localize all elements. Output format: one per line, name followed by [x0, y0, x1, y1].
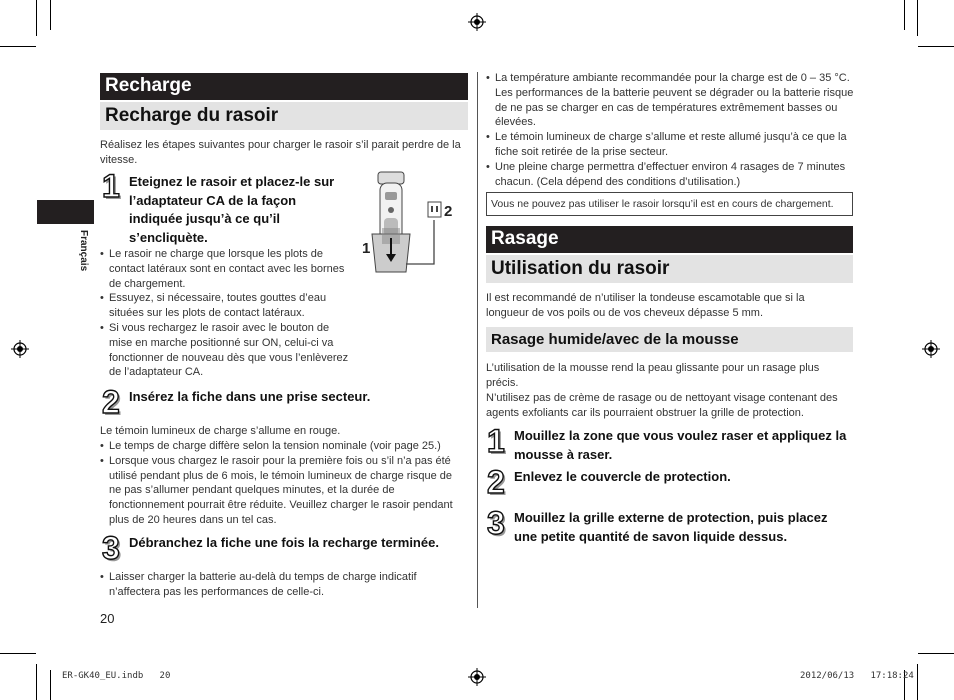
crop-mark [917, 0, 918, 36]
note-box: Vous ne pouvez pas utiliser le rasoir lorsqu’il est en cours de chargement. [486, 192, 853, 216]
step-number: 1 [102, 168, 120, 204]
step2-bullets [100, 439, 462, 528]
language-tab [37, 200, 94, 224]
step1-bullets [100, 247, 355, 380]
page-number: 20 [100, 611, 115, 626]
figure-label-2: 2 [444, 203, 453, 220]
crop-mark [50, 670, 51, 700]
step-text: Débranchez la fiche une fois la recharge terminée. [129, 535, 439, 550]
crop-mark [0, 46, 36, 47]
subsubsection-title-mousse: Rasage humide/avec de la mousse [486, 327, 853, 352]
crop-mark [50, 0, 51, 30]
subsection-title-utilisation: Utilisation du rasoir [486, 255, 853, 283]
step-number: 1 [487, 423, 505, 459]
intro-text: Réalisez les étapes suivantes pour charger le rasoir s’il parait perdre de la vitesse. [100, 139, 461, 166]
figure-label-1: 1 [362, 240, 371, 257]
step-text: Mouillez la grille externe de protection, puis placez une petite quantité de savon liquide dessus. [514, 510, 828, 544]
list-item: • Une pleine charge permettra d’effectuer environ 4 rasages de 7 minutes chacun. (Cela dépend des conditions d’utilisation.) [486, 160, 854, 190]
crop-mark [918, 46, 954, 47]
list-item: • Si vous rechargez le rasoir avec le bouton de mise en marche positionné sur ON, celui-ci va fonctionner de nouveau dès que vous l’enlèverez de l’adaptateur CA. [100, 321, 355, 380]
crop-mark [36, 0, 37, 36]
paragraph: N’utilisez pas de crème de rasage ou de nettoyant visage contenant des agents exfoliants car ils pourraient obstruer la grille de protection. [486, 392, 838, 419]
paragraph: L’utilisation de la mousse rend la peau glissante pour un rasage plus précis. [486, 362, 820, 389]
step-number: 3 [487, 505, 505, 541]
intro-text: Il est recommandé de n’utiliser la tondeuse escamotable que si la longueur de vos poils ou de vos cheveux dépasse 5 mm. [486, 292, 805, 319]
step-text: Insérez la fiche dans une prise secteur. [129, 389, 371, 404]
list-item: • Lorsque vous chargez le rasoir pour la première fois ou s’il n’a pas été utilisé pendant plus de 6 mois, le témoin lumineux de charge risque de ne pas s’allumer pendant quelques minutes, et la durée de fonctionnement pourrait être réduite. Veuillez charger le rasoir pendant plus de 20 heures dans un tel cas. [100, 454, 462, 528]
list-item: • Le temps de charge diffère selon la tension nominale (voir page 25.) [100, 439, 462, 454]
list-item: • La température ambiante recommandée pour la charge est de 0 – 35 °C. Les performances de la batterie peuvent se dégrader ou la batterie risque de ne pas se charger en cas de températures extrêmement basses ou élevées. [486, 71, 854, 130]
language-label: Français [78, 230, 89, 272]
step-number: 2 [487, 464, 505, 500]
footer-file: ER-GK40_EU.indb 20 [62, 671, 171, 681]
crop-mark [917, 664, 918, 700]
step3-bullets [100, 570, 462, 600]
column-divider [477, 72, 478, 608]
step-text: Enlevez le couvercle de protection. [514, 469, 731, 484]
section-title-recharge: Recharge [100, 73, 468, 100]
registration-mark-icon [11, 340, 29, 358]
list-item: • Essuyez, si nécessaire, toutes gouttes d’eau situées sur les plots de contact latéraux. [100, 291, 355, 321]
crop-mark [0, 653, 36, 654]
registration-mark-icon [922, 340, 940, 358]
shaver-charging-figure [360, 168, 460, 278]
step-number: 3 [102, 530, 120, 566]
crop-mark [918, 653, 954, 654]
step2-info: Le témoin lumineux de charge s’allume en rouge. [100, 425, 341, 437]
list-item: • Le rasoir ne charge que lorsque les plots de contact latéraux sont en contact avec les bornes de chargement. [100, 247, 355, 291]
registration-mark-icon [468, 13, 486, 31]
list-item: • Le témoin lumineux de charge s’allume et reste allumé jusqu’à ce que la fiche soit retirée de la prise secteur. [486, 130, 854, 160]
list-item: • Laisser charger la batterie au-delà du temps de charge indicatif n’affectera pas les performances de celle-ci. [100, 570, 462, 600]
subsection-title-recharge-rasoir: Recharge du rasoir [100, 102, 468, 130]
step-number: 2 [102, 384, 120, 420]
step-text: Eteignez le rasoir et placez-le sur l’adaptateur CA de la façon indiquée jusqu’à ce qu’il s’encliquète. [129, 174, 335, 245]
step-text: Mouillez la zone que vous voulez raser et appliquez la mousse à raser. [514, 428, 847, 462]
footer-datetime: 2012/06/13 17:18:24 [800, 671, 914, 681]
crop-mark [904, 0, 905, 30]
crop-mark [36, 664, 37, 700]
section-title-rasage: Rasage [486, 226, 853, 253]
registration-mark-icon [468, 668, 486, 686]
charge-bullets [486, 71, 854, 189]
